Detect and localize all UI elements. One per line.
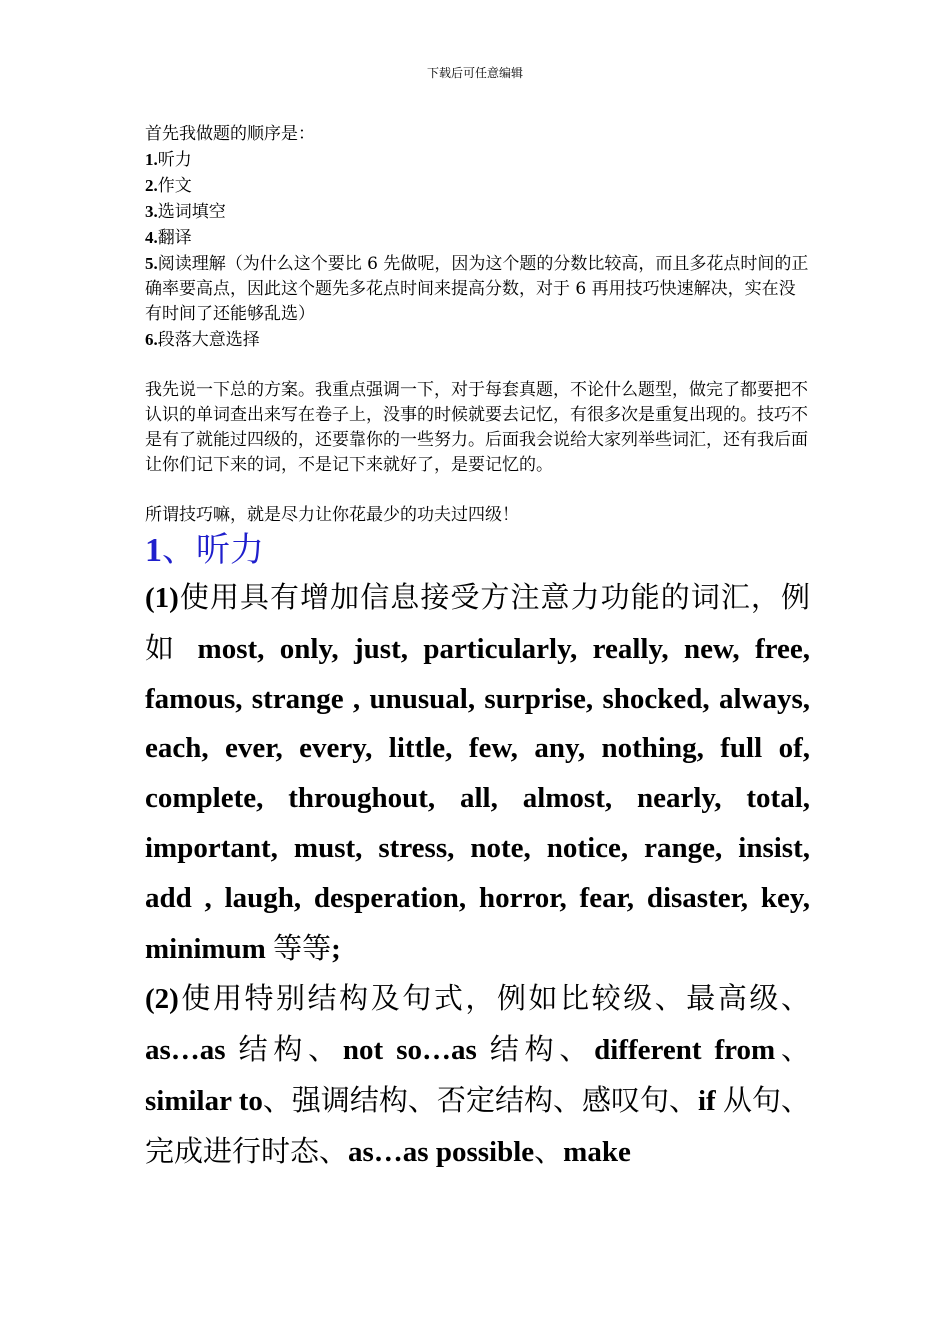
spacer — [145, 353, 810, 378]
plan-paragraph: 我先说一下总的方案。我重点强调一下，对于每套真题，不论什么题型，做完了都要把不认识的单词查出来写在卷子上，没事的时候就要去记忆，有很多次是重复出现的。技巧不是有了就能过四级的，还要靠你的一些努力。后面我会说给大家列举些词汇，还有我后面让你们记下来的词，不是记下来就好了，是要记忆的。 — [145, 380, 808, 475]
listening-point-1: (1)使用具有增加信息接受方注意力功能的词汇，例如 most, only, just, particularly, really, new, free, famous, strange , unusual, surprise, shocked, always, each, ever, every, little, few, any, nothing, full of, complete, throughout, all, almost, nearly, total, important, must, stress, note, notice, range, insist, add , laugh, desperation, horror, fear, disaster, key, minimum 等等; — [145, 580, 810, 965]
point-text-part: 、强调结构、否定结构、感叹句、 — [262, 1082, 698, 1117]
point-word-list: most, only, just, particularly, really, new, free, famous, strange , unusual, surprise, shocked, always, each, ever, every, little, few, any, nothing, full of, complete, throughout, all, almost, nearly, total, important, must, stress, note, notice, range, insist, add , laugh, desperation, horror, fear, disaster, key, minimum — [145, 632, 810, 965]
order-item-5: 5.阅读理解（为什么这个要比 6 先做呢，因为这个题的分数比较高，而且多花点时间的正确率要高点，因此这个题先多花点时间来提高分数，对于 6 再用技巧快速解决，实在没有时间了还能够乱选） — [145, 254, 809, 324]
order-item-3: 3.选词填空 — [145, 202, 226, 222]
point-text-part: similar to — [145, 1084, 263, 1117]
tip-line: 所谓技巧嘛，就是尽力让你花最少的功夫过四级！ — [145, 505, 519, 525]
point-text-part: 从句、完成进行时态、 — [145, 1082, 810, 1168]
point-text-part: not so…as — [342, 1034, 490, 1067]
order-item-1: 1.听力 — [145, 150, 192, 170]
listening-point-2 — [145, 974, 810, 1177]
point-text-part: 结构、 — [238, 1032, 343, 1067]
section-title-listening: 1、听力 — [145, 530, 264, 570]
spacer — [145, 478, 810, 503]
point-text-part: 、 — [775, 1032, 810, 1067]
point-text-part: as…as — [145, 1034, 239, 1067]
order-list — [145, 147, 810, 353]
order-item-2: 2.作文 — [145, 176, 192, 196]
point-text-part: 使用特别结构及句式，例如比较级、最高级、 — [178, 981, 810, 1016]
point-tail: 等等 — [273, 930, 332, 965]
page-header: 下载后可任意编辑 — [426, 66, 523, 80]
document-body — [145, 122, 810, 1178]
point-text-part: if — [698, 1084, 723, 1117]
point-text-part: make — [563, 1135, 631, 1168]
point-text-part: 结构、 — [489, 1032, 595, 1067]
point-text-part: different from — [594, 1034, 776, 1067]
point-text-part: as…as possible — [348, 1135, 535, 1168]
order-heading: 首先我做题的顺序是： — [145, 124, 315, 144]
order-item-6: 6.段落大意选择 — [145, 330, 260, 350]
point-text-part: 、 — [534, 1133, 564, 1168]
order-item-4: 4.翻译 — [145, 228, 192, 248]
point-lead: 使用具有增加信息接受方注意力功能的词汇，例如 — [145, 580, 810, 665]
point-label: (2) — [145, 983, 179, 1016]
point-label: (1) — [145, 582, 179, 614]
